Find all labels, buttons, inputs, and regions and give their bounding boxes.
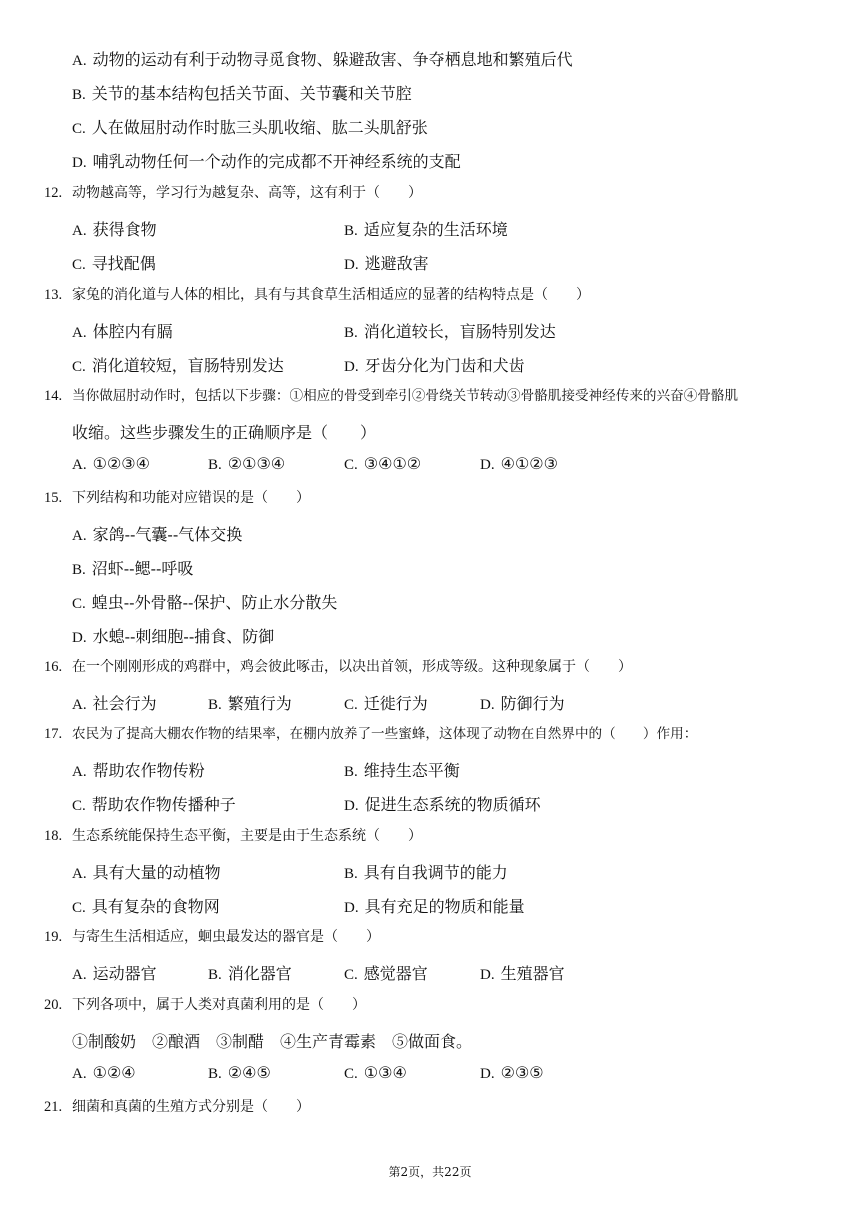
option-a: A. 获得食物 bbox=[72, 220, 157, 239]
option-c: C. 感觉器官 bbox=[344, 964, 428, 983]
option-a: A. ①②④ bbox=[72, 1063, 136, 1082]
statement-list: ①制酸奶 ②酿酒 ③制醋 ④生产青霉素 ⑤做面食。 bbox=[72, 1032, 473, 1051]
question-21: 21. 细菌和真菌的生殖方式分别是（ ） bbox=[44, 1099, 310, 1115]
option-d: D. 哺乳动物任何一个动作的完成都不开神经系统的支配 bbox=[72, 152, 461, 171]
option-b: B. 沼虾--鳃--呼吸 bbox=[72, 559, 194, 578]
option-b: B. ②①③④ bbox=[208, 454, 286, 473]
option-a: A. 运动器官 bbox=[72, 964, 157, 983]
option-c: C. 迁徙行为 bbox=[344, 694, 428, 713]
option-d: D. 具有充足的物质和能量 bbox=[344, 897, 525, 916]
option-b: B. 适应复杂的生活环境 bbox=[344, 220, 508, 239]
option-b: B. 维持生态平衡 bbox=[344, 761, 460, 780]
option-a: A. 具有大量的动植物 bbox=[72, 863, 221, 882]
question-14-continuation: 收缩。这些步骤发生的正确顺序是（ ） bbox=[72, 423, 377, 442]
option-b: B. 繁殖行为 bbox=[208, 694, 292, 713]
option-c: C. 蝗虫--外骨骼--保护、防止水分散失 bbox=[72, 593, 338, 612]
question-14: 14. 当你做屈肘动作时，包括以下步骤：①相应的骨受到牵引②骨绕关节转动③骨骼肌接受神经传来的兴奋④骨骼肌 bbox=[44, 388, 739, 404]
option-d: D. 水螅--刺细胞--捕食、防御 bbox=[72, 627, 275, 646]
option-d: D. 牙齿分化为门齿和犬齿 bbox=[344, 356, 525, 375]
option-b: B. 关节的基本结构包括关节面、关节囊和关节腔 bbox=[72, 84, 412, 103]
option-a: A. 帮助农作物传粉 bbox=[72, 761, 205, 780]
question-19: 19. 与寄生生活相适应，蛔虫最发达的器官是（ ） bbox=[44, 929, 380, 945]
option-c: C. 人在做屈肘动作时肱三头肌收缩、肱二头肌舒张 bbox=[72, 118, 428, 137]
option-a: A. 体腔内有膈 bbox=[72, 322, 173, 341]
question-18: 18. 生态系统能保持生态平衡，主要是由于生态系统（ ） bbox=[44, 828, 422, 844]
option-b: B. 消化道较长，盲肠特别发达 bbox=[344, 322, 556, 341]
option-b: B. 消化器官 bbox=[208, 964, 292, 983]
option-d: D. 生殖器官 bbox=[480, 964, 565, 983]
option-d: D. 促进生态系统的物质循环 bbox=[344, 795, 541, 814]
question-16: 16. 在一个刚刚形成的鸡群中，鸡会彼此啄击，以决出首领，形成等级。这种现象属于（ ） bbox=[44, 659, 632, 675]
option-d: D. 逃避敌害 bbox=[344, 254, 429, 273]
option-c: C. 寻找配偶 bbox=[72, 254, 156, 273]
option-d: D. ④①②③ bbox=[480, 454, 558, 473]
option-a: A. 动物的运动有利于动物寻觅食物、躲避敌害、争夺栖息地和繁殖后代 bbox=[72, 50, 573, 69]
option-c: C. ①③④ bbox=[344, 1063, 407, 1082]
option-c: C. 消化道较短，盲肠特别发达 bbox=[72, 356, 284, 375]
question-20: 20. 下列各项中，属于人类对真菌利用的是（ ） bbox=[44, 997, 366, 1013]
option-c: C. 具有复杂的食物网 bbox=[72, 897, 220, 916]
option-a: A. 社会行为 bbox=[72, 694, 157, 713]
option-a: A. 家鸽--气囊--气体交换 bbox=[72, 525, 243, 544]
option-d: D. 防御行为 bbox=[480, 694, 565, 713]
page-footer: 第2页，共22页 bbox=[388, 1165, 472, 1179]
option-c: C. ③④①② bbox=[344, 454, 422, 473]
option-b: B. 具有自我调节的能力 bbox=[344, 863, 508, 882]
option-a: A. ①②③④ bbox=[72, 454, 150, 473]
option-b: B. ②④⑤ bbox=[208, 1063, 271, 1082]
option-d: D. ②③⑤ bbox=[480, 1063, 544, 1082]
question-17: 17. 农民为了提高大棚农作物的结果率，在棚内放养了一些蜜蜂，这体现了动物在自然界中的（ ）作用： bbox=[44, 726, 698, 742]
option-c: C. 帮助农作物传播种子 bbox=[72, 795, 236, 814]
question-13: 13. 家兔的消化道与人体的相比，具有与其食草生活相适应的显著的结构特点是（ ） bbox=[44, 287, 590, 303]
question-15: 15. 下列结构和功能对应错误的是（ ） bbox=[44, 490, 310, 506]
question-12: 12. 动物越高等，学习行为越复杂、高等，这有利于（ ） bbox=[44, 185, 422, 201]
